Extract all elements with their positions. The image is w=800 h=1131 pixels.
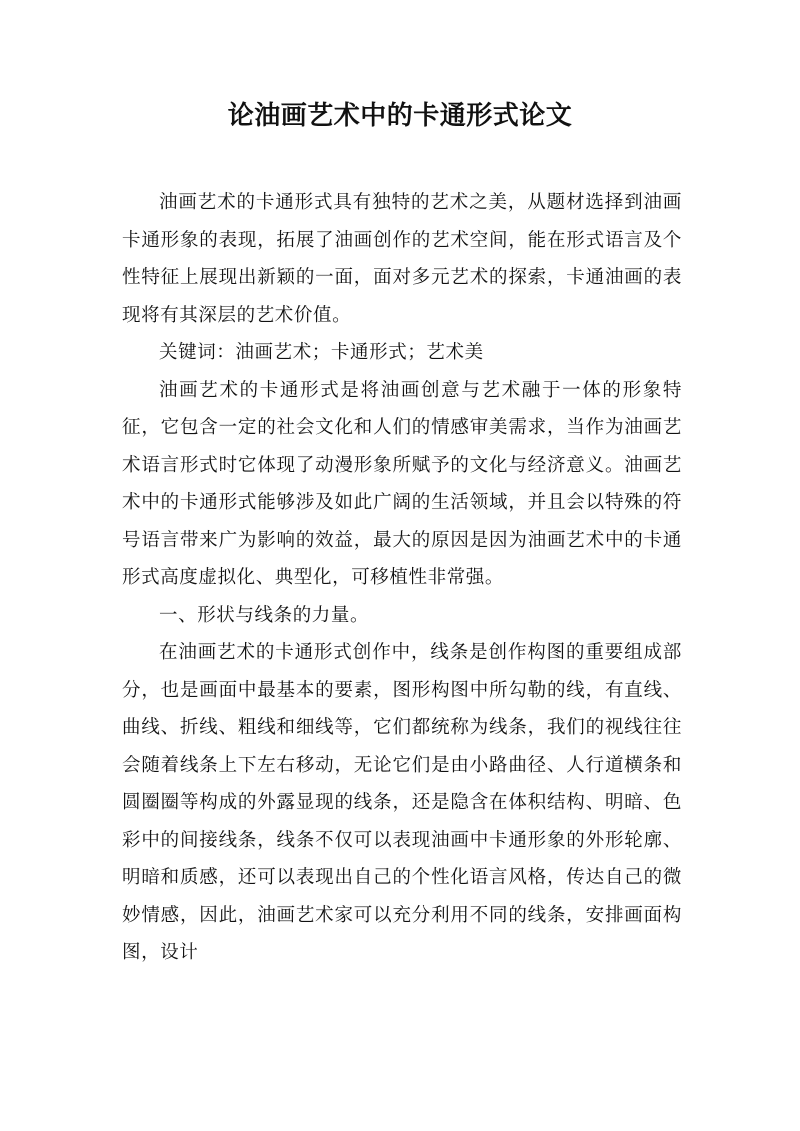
intro-paragraph: 油画艺术的卡通形式是将油画创意与艺术融于一体的形象特征，它包含一定的社会文化和人们的情感审美需求，当作为油画艺术语言形式时它体现了动漫形象所赋予的文化与经济意义。油画艺术中的卡通形式能够涉及如此广阔的生活领域，并且会以特殊的符号语言带来广为影响的效益，最大的原因是因为油画艺术中的卡通形式高度虚拟化、典型化，可移植性非常强。	[122, 379, 682, 588]
section-paragraph: 在油画艺术的卡通形式创作中，线条是创作构图的重要组成部分，也是画面中最基本的要素，图形构图中所勾勒的线，有直线、曲线、折线、粗线和细线等，它们都统称为线条，我们的视线往往会随着线条上下左右移动，无论它们是由小路曲径、人行道横条和圆圈圈等构成的外露显现的线条，还是隐含在体积结构、明暗、色彩中的间接线条，线条不仅可以表现油画中卡通形象的外形轮廓、明暗和质感，还可以表现出自己的个性化语言风格，传达自己的微妙情感，因此，油画艺术家可以充分利用不同的线条，安排画面构图，设计	[122, 642, 682, 963]
section-heading: 一、形状与线条的力量。	[159, 604, 370, 626]
keywords-paragraph: 关键词：油画艺术；卡通形式；艺术美	[159, 342, 484, 363]
abstract-paragraph: 油画艺术的卡通形式具有独特的艺术之美，从题材选择到油画卡通形象的表现，拓展了油画创作的艺术空间，能在形式语言及个性特征上展现出新颖的一面，面对多元艺术的探索，卡通油画的表现将有其深层的艺术价值。	[122, 192, 682, 326]
document-body	[122, 184, 682, 972]
document-title: 论油画艺术中的卡通形式论文	[227, 101, 573, 131]
